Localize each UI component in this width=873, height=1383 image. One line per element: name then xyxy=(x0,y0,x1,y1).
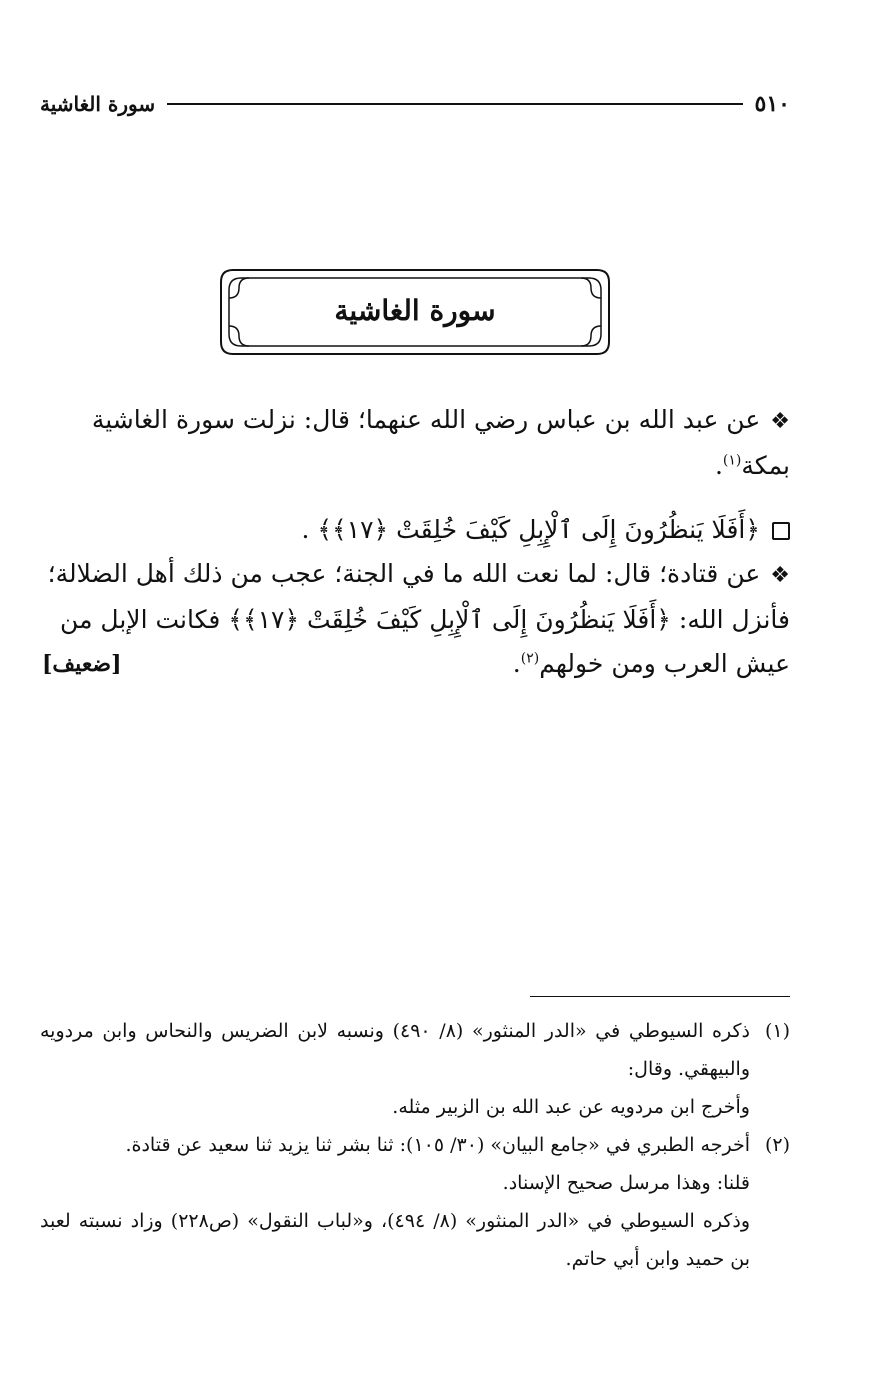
quran-verse: ﴿أَفَلَا يَنظُرُونَ إِلَى ٱلْإِبِلِ كَيْفَ خُلِقَتْ ﴿١٧﴾﴾ xyxy=(228,605,671,634)
paragraph-text: فكانت الإبل من عيش العرب ومن خولهم xyxy=(60,605,790,678)
diamond-bullet-icon: ❖ xyxy=(770,563,790,588)
page-number: ٥١٠ xyxy=(754,91,790,117)
footnotes xyxy=(40,1012,790,1278)
grade-label: [ضعيف] xyxy=(42,651,122,677)
surah-title-frame xyxy=(219,268,611,356)
running-title: سورة الغاشية xyxy=(40,92,156,116)
footnote-body xyxy=(40,1126,750,1278)
footnote-line: ذكره السيوطي في «الدر المنثور» (٨/ ٤٩٠) ونسبه لابن الضريس والنحاس وابن مردويه والبيهقي. وقال: xyxy=(40,1020,750,1080)
page-header xyxy=(40,84,790,124)
surah-title: سورة الغاشية xyxy=(334,294,496,327)
footnote-2 xyxy=(40,1126,790,1278)
main-text xyxy=(42,398,790,686)
hadith-qatada xyxy=(42,552,790,686)
square-bullet-icon xyxy=(772,522,790,540)
footnote-body xyxy=(40,1012,750,1126)
header-rule xyxy=(167,103,742,105)
footnote-line: وأخرج ابن مردويه عن عبد الله بن الزبير مثله. xyxy=(392,1096,750,1118)
footnote-1 xyxy=(40,1012,790,1126)
paragraph-end: . xyxy=(512,649,521,678)
paragraph-end: . xyxy=(714,451,723,480)
hadith-ibn-abbas xyxy=(42,398,790,488)
footnote-ref: (١) xyxy=(722,452,742,469)
paragraph-text: عن عبد الله بن عباس رضي الله عنهما؛ قال: نزلت سورة الغاشية بمكة xyxy=(91,405,790,480)
footnote-line: قلنا: وهذا مرسل صحيح الإسناد. xyxy=(502,1172,750,1194)
footnote-number: (٢) xyxy=(764,1134,790,1156)
diamond-bullet-icon: ❖ xyxy=(770,409,790,434)
verse-heading xyxy=(42,508,790,552)
quran-verse: ﴿أَفَلَا يَنظُرُونَ إِلَى ٱلْإِبِلِ كَيْفَ خُلِقَتْ ﴿١٧﴾﴾ . xyxy=(301,515,760,544)
footnote-separator xyxy=(530,996,790,997)
footnote-line: وذكره السيوطي في «الدر المنثور» (٨/ ٤٩٤)، و«لباب النقول» (ص٢٢٨) وزاد نسبته لعبد بن حميد وابن أبي حاتم. xyxy=(40,1210,750,1270)
footnote-line: أخرجه الطبري في «جامع البيان» (٣٠/ ١٠٥): ثنا بشر ثنا يزيد ثنا سعيد عن قتادة. xyxy=(125,1134,750,1156)
paragraph-text: عن قتادة؛ قال: لما نعت الله ما في الجنة؛ عجب من ذلك أهل الضلالة؛ فأنزل الله: xyxy=(47,559,790,634)
footnote-number: (١) xyxy=(764,1020,790,1042)
footnote-ref: (٢) xyxy=(520,650,540,667)
